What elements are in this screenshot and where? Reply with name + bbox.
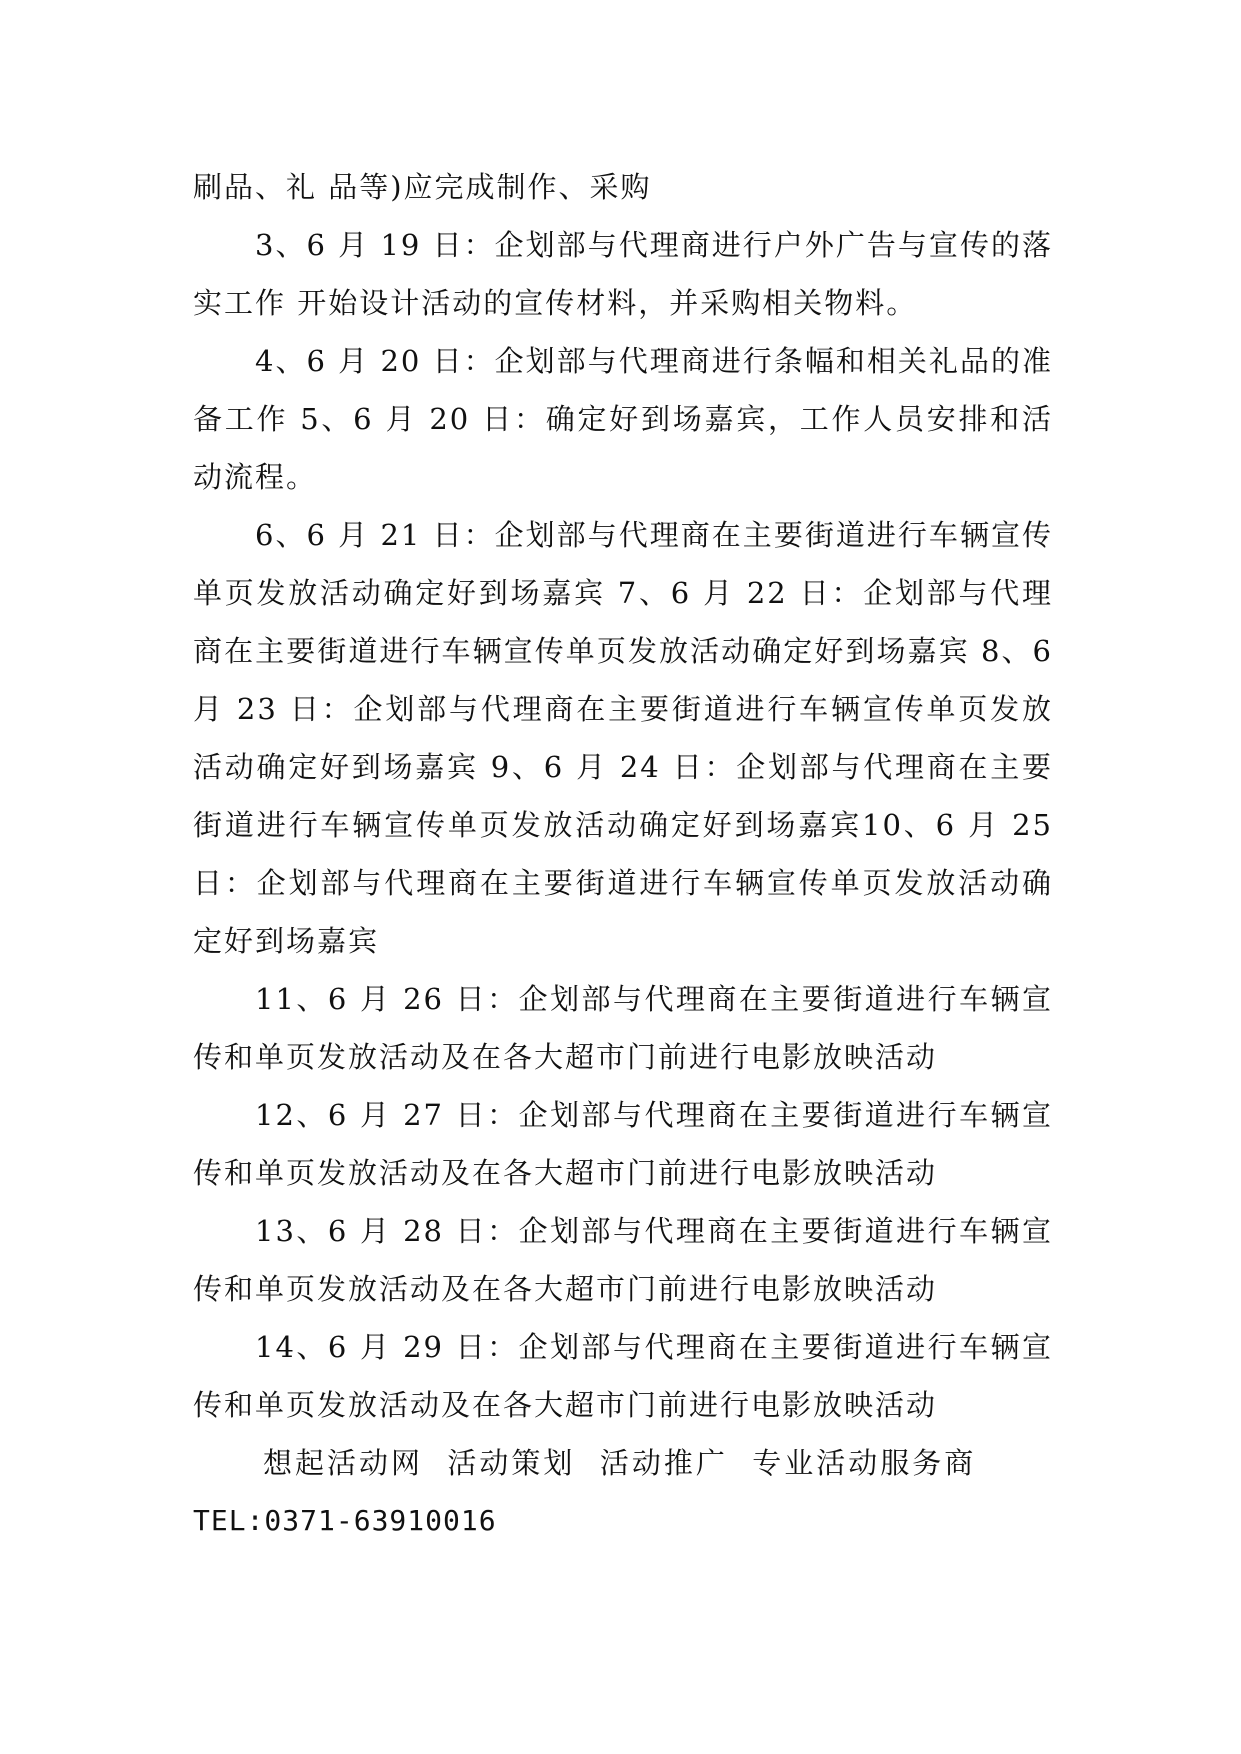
document-body [193, 158, 1065, 1550]
paragraph-item-4-5: 4、6 月 20 日：企划部与代理商进行条幅和相关礼品的准备工作 5、6 月 20 日：确定好到场嘉宾，工作人员安排和活动流程。 [193, 344, 1053, 494]
paragraph-item-3: 3、6 月 19 日：企划部与代理商进行户外广告与宣传的落实工作 开始设计活动的宣传材料，并采购相关物料。 [193, 228, 1053, 320]
paragraph-item-12: 12、6 月 27 日：企划部与代理商在主要街道进行车辆宣传和单页发放活动及在各大超市门前进行电影放映活动 [193, 1098, 1053, 1190]
footer-tagline: 想起活动网 活动策划 活动推广 专业活动服务商 [263, 1446, 977, 1480]
paragraph-item-6-10: 6、6 月 21 日：企划部与代理商在主要街道进行车辆宣传单页发放活动确定好到场嘉宾 7、6 月 22 日：企划部与代理商在主要街道进行车辆宣传单页发放活动确定好到场嘉宾 8、6 月 23 日：企划部与代理商在主要街道进行车辆宣传单页发放活动确定好到场嘉宾 9、6 月 24 日：企划部与代理商在主要街道进行车辆宣传单页发放活动确定好到场嘉宾10、6 月 25 日：企划部与代理商在主要街道进行车辆宣传单页发放活动确定好到场嘉宾 [193, 518, 1065, 958]
paragraph-item-14: 14、6 月 29 日：企划部与代理商在主要街道进行车辆宣传和单页发放活动及在各大超市门前进行电影放映活动 [193, 1330, 1053, 1422]
paragraph-item-11: 11、6 月 26 日：企划部与代理商在主要街道进行车辆宣传和单页发放活动及在各大超市门前进行电影放映活动 [193, 982, 1053, 1074]
footer-telephone: TEL:0371-63910016 [193, 1504, 497, 1537]
paragraph-materials-completion: 刷品、礼 品等)应完成制作、采购 [193, 170, 652, 204]
paragraph-item-13: 13、6 月 28 日：企划部与代理商在主要街道进行车辆宣传和单页发放活动及在各大超市门前进行电影放映活动 [193, 1214, 1053, 1306]
